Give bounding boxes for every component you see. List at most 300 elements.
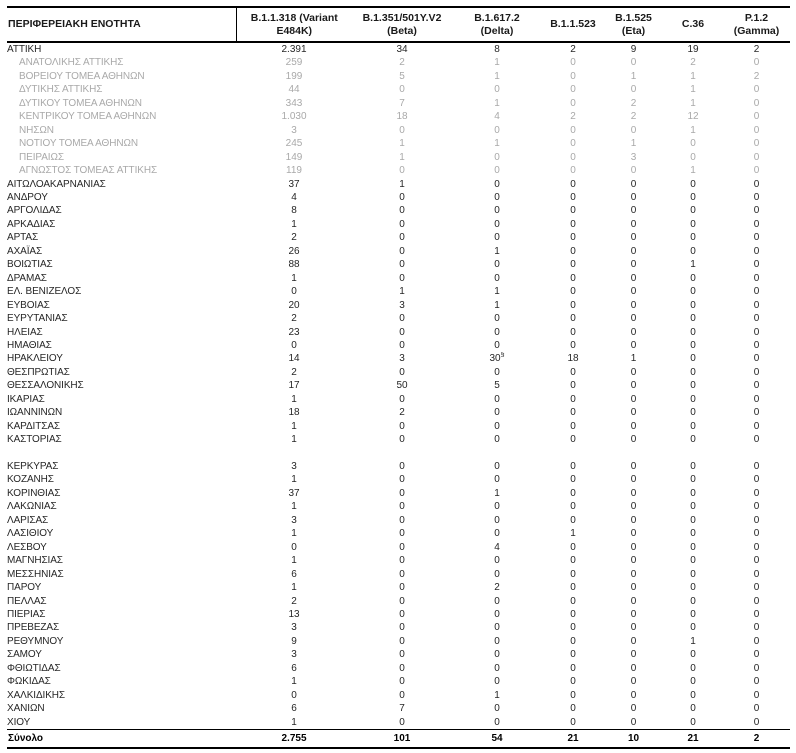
value-cell (352, 689, 452, 702)
value-text: 0 (753, 676, 760, 688)
value-text: 0 (494, 232, 500, 244)
value-cell (452, 568, 542, 581)
table-row (7, 42, 790, 56)
value-cell (236, 621, 352, 634)
value-text: 6 (291, 568, 297, 580)
value-text: 1 (291, 474, 297, 486)
value-cell (352, 151, 452, 164)
value-text: 0 (570, 178, 576, 190)
value-cell (352, 716, 452, 730)
region-label-cell: ΠΕΛΛΑΣ (7, 595, 47, 607)
value-cell (663, 299, 723, 312)
value-cell (236, 218, 352, 231)
value-text: 0 (690, 474, 696, 486)
value-cell (542, 595, 604, 608)
value-text: 0 (399, 541, 405, 553)
value-text: 17 (288, 380, 300, 392)
value-cell (542, 621, 604, 634)
value-cell (663, 406, 723, 419)
value-cell (542, 285, 604, 298)
value-text: 0 (753, 97, 760, 109)
value-cell (236, 554, 352, 567)
value-cell (663, 231, 723, 244)
value-cell (723, 83, 790, 96)
value-cell (452, 541, 542, 554)
table-row (7, 406, 790, 419)
value-cell (452, 218, 542, 231)
value-text: 0 (753, 165, 760, 177)
value-cell (663, 473, 723, 486)
value-cell (352, 541, 452, 554)
value-cell (604, 648, 663, 661)
value-cell (723, 352, 790, 365)
value-cell (236, 137, 352, 150)
value-cell (352, 460, 452, 473)
value-text: 0 (291, 339, 297, 351)
value-text: 0 (690, 245, 696, 257)
region-label-cell: ΕΥΡΥΤΑΝΙΑΣ (7, 313, 68, 325)
region-label-cell: ΛΑΣΙΘΙΟΥ (7, 528, 54, 540)
value-text: 0 (690, 689, 696, 701)
value-cell (723, 541, 790, 554)
value-text: 0 (753, 111, 760, 123)
value-cell (723, 164, 790, 177)
value-text: 0 (570, 191, 576, 203)
value-text: 0 (399, 84, 405, 96)
value-text: 0 (753, 501, 760, 513)
value-cell (452, 662, 542, 675)
value-text: 0 (630, 434, 637, 446)
value-cell (452, 285, 542, 298)
variant-header-line1: P.1.2 (744, 12, 769, 24)
region-label-cell: ΜΑΓΝΗΣΙΑΣ (7, 555, 63, 567)
value-cell (604, 662, 663, 675)
value-text: 1 (291, 555, 297, 567)
table-row (7, 352, 790, 365)
value-text: 1 (494, 689, 500, 701)
value-cell (663, 204, 723, 217)
region-label-cell: ΗΛΕΙΑΣ (7, 326, 43, 338)
value-cell (452, 621, 542, 634)
value-text: 0 (630, 165, 637, 177)
value-text: 0 (494, 151, 500, 163)
region-label-cell: ΠΡΕΒΕΖΑΣ (7, 622, 60, 634)
value-cell (663, 527, 723, 540)
region-label-cell: ΚΕΡΚΥΡΑΣ (7, 461, 59, 473)
table-row (7, 595, 790, 608)
table-row (7, 164, 790, 177)
value-cell (604, 689, 663, 702)
value-cell (604, 595, 663, 608)
value-cell (236, 635, 352, 648)
value-cell (352, 339, 452, 352)
value-text: 0 (570, 232, 576, 244)
value-text: 0 (690, 178, 696, 190)
value-text: 0 (570, 84, 576, 96)
variant-column-header (542, 7, 604, 42)
value-cell (723, 245, 790, 258)
value-text: 0 (399, 218, 405, 230)
value-cell (542, 218, 604, 231)
value-cell (542, 514, 604, 527)
value-text: 20 (288, 299, 300, 311)
table-row (7, 541, 790, 554)
value-cell (604, 326, 663, 339)
value-cell (352, 285, 452, 298)
value-text: 0 (399, 191, 405, 203)
value-cell (352, 595, 452, 608)
value-cell (236, 487, 352, 500)
value-cell (452, 164, 542, 177)
value-text: 0 (690, 622, 696, 634)
value-cell (542, 312, 604, 325)
value-cell (723, 299, 790, 312)
region-label-cell: ΒΟΙΩΤΙΑΣ (7, 259, 53, 271)
region-label-cell: ΚΑΣΤΟΡΙΑΣ (7, 434, 62, 446)
value-cell (663, 716, 723, 730)
value-cell (723, 420, 790, 433)
value-cell (352, 245, 452, 258)
value-cell (604, 258, 663, 271)
value-cell (723, 689, 790, 702)
value-cell (604, 272, 663, 285)
table-row-spacer (7, 447, 790, 460)
region-label-cell: ΧΙΟΥ (7, 716, 31, 728)
value-cell (352, 124, 452, 137)
value-text: 14 (288, 353, 300, 365)
region-label-cell: ΑΤΤΙΚΗ (7, 44, 42, 55)
value-cell (723, 151, 790, 164)
value-text: 0 (494, 191, 500, 203)
variant-column-header (452, 7, 542, 42)
value-cell (352, 406, 452, 419)
value-text: 0 (690, 434, 696, 446)
value-cell (604, 675, 663, 688)
value-cell (236, 164, 352, 177)
table-row (7, 258, 790, 271)
value-cell (236, 258, 352, 271)
region-label-cell: ΘΕΣΠΡΩΤΙΑΣ (7, 366, 70, 378)
region-label-cell: ΕΛ. ΒΕΝΙΖΕΛΟΣ (7, 286, 82, 298)
value-text: 0 (630, 420, 637, 432)
value-cell (236, 433, 352, 446)
value-cell (663, 42, 723, 56)
value-cell (663, 581, 723, 594)
value-cell (663, 312, 723, 325)
value-cell (663, 218, 723, 231)
value-text: 0 (494, 461, 500, 473)
value-text: 2 (570, 44, 576, 55)
value-cell (542, 379, 604, 392)
value-text: 50 (396, 380, 408, 392)
value-text: 259 (285, 57, 303, 69)
value-cell (542, 581, 604, 594)
region-label-cell: ΦΘΙΩΤΙΔΑΣ (7, 662, 61, 674)
value-text: 0 (570, 595, 576, 607)
value-text: 0 (630, 393, 637, 405)
value-text: 0 (690, 514, 696, 526)
value-cell (723, 191, 790, 204)
value-cell (452, 689, 542, 702)
total-value-cell: 2 (723, 730, 790, 749)
value-text: 3 (291, 124, 297, 136)
value-text: 0 (399, 245, 405, 257)
variant-header-line1: C.36 (681, 18, 705, 31)
region-label-cell: ΠΑΡΟΥ (7, 582, 42, 594)
value-text: 1 (570, 528, 576, 540)
value-text: 0 (399, 662, 405, 674)
value-cell (352, 42, 452, 56)
value-text: 0 (291, 541, 297, 553)
value-cell (604, 406, 663, 419)
value-text: 0 (630, 313, 637, 325)
value-cell (542, 608, 604, 621)
value-cell (452, 151, 542, 164)
value-text: 0 (690, 353, 696, 365)
value-text: 0 (494, 124, 500, 136)
value-cell (452, 514, 542, 527)
value-text: 0 (570, 555, 576, 567)
value-cell (604, 312, 663, 325)
region-label-cell: ΚΟΖΑΝΗΣ (7, 474, 54, 486)
value-cell (452, 447, 542, 460)
value-cell (452, 299, 542, 312)
value-cell (236, 500, 352, 513)
value-text: 0 (630, 662, 637, 674)
value-text: 7 (399, 97, 405, 109)
value-cell (452, 137, 542, 150)
value-text: 0 (753, 582, 760, 594)
region-label-cell: ΠΕΙΡΑΙΩΣ (19, 151, 64, 163)
value-text: 0 (690, 501, 696, 513)
value-cell (663, 137, 723, 150)
table-row (7, 56, 790, 69)
value-text: 13 (288, 609, 300, 621)
value-text: 0 (570, 57, 576, 69)
value-text: 26 (288, 245, 300, 257)
value-cell (663, 366, 723, 379)
value-text: 0 (494, 272, 500, 284)
region-label-cell: ΑΡΓΟΛΙΔΑΣ (7, 205, 62, 217)
value-cell (663, 110, 723, 123)
value-cell (452, 352, 542, 365)
value-text: 0 (630, 380, 637, 392)
value-text: 0 (753, 609, 760, 621)
value-cell (723, 702, 790, 715)
value-cell (452, 191, 542, 204)
value-cell (452, 204, 542, 217)
value-text: 0 (753, 151, 760, 163)
value-cell (236, 352, 352, 365)
value-text: 0 (753, 434, 760, 446)
value-text: 0 (399, 474, 405, 486)
value-cell (452, 56, 542, 69)
region-label-cell: ΝΟΤΙΟΥ ΤΟΜΕΑ ΑΘΗΝΩΝ (19, 138, 138, 150)
table-row (7, 635, 790, 648)
region-label-cell: ΘΕΣΣΑΛΟΝΙΚΗΣ (7, 380, 84, 392)
region-label-cell: ΚΑΡΔΙΤΣΑΣ (7, 420, 60, 432)
region-label-cell: ΔΥΤΙΚΗΣ ΑΤΤΙΚΗΣ (19, 84, 103, 96)
value-text: 0 (399, 393, 405, 405)
value-text: 0 (570, 514, 576, 526)
value-text: 0 (494, 528, 500, 540)
value-cell (604, 487, 663, 500)
value-text: 5 (399, 70, 405, 82)
value-text: 1 (291, 582, 297, 594)
variant-header-line1: B.1.617.2 (474, 12, 520, 24)
value-cell (604, 379, 663, 392)
table-row (7, 393, 790, 406)
value-text: 0 (630, 649, 637, 661)
value-text: 0 (690, 339, 696, 351)
value-cell (236, 178, 352, 191)
value-cell (723, 178, 790, 191)
value-text: 0 (690, 366, 696, 378)
value-text: 0 (630, 514, 637, 526)
value-text: 0 (399, 461, 405, 473)
value-text: 0 (690, 582, 696, 594)
value-text: 0 (399, 582, 405, 594)
value-text: 0 (630, 528, 637, 540)
value-cell (542, 352, 604, 365)
value-cell (663, 447, 723, 460)
value-text: 0 (630, 568, 637, 580)
value-cell (236, 285, 352, 298)
variant-header-line1: B.1.1.318 (Variant (250, 12, 338, 24)
value-cell (352, 70, 452, 83)
value-text: 0 (399, 165, 405, 177)
value-cell (236, 326, 352, 339)
value-cell (723, 406, 790, 419)
variant-header-line2: (Eta) (621, 24, 646, 37)
value-text: 0 (753, 662, 760, 674)
table-row (7, 178, 790, 191)
value-cell (604, 460, 663, 473)
value-text: 0 (570, 138, 576, 150)
value-text: 0 (753, 380, 760, 392)
value-text: 0 (570, 676, 576, 688)
value-cell (236, 447, 352, 460)
value-cell (352, 137, 452, 150)
value-cell (663, 702, 723, 715)
value-text: 0 (753, 339, 760, 351)
table-row (7, 433, 790, 446)
value-cell (542, 258, 604, 271)
value-text: 0 (753, 528, 760, 540)
value-text: 0 (630, 689, 637, 701)
value-cell (604, 83, 663, 96)
value-cell (663, 514, 723, 527)
value-text: 0 (630, 676, 637, 688)
value-cell (236, 299, 352, 312)
table-row (7, 245, 790, 258)
value-text: 0 (570, 703, 576, 715)
table-row (7, 124, 790, 137)
value-cell (723, 514, 790, 527)
region-label-cell: ΧΑΛΚΙΔΙΚΗΣ (7, 689, 65, 701)
value-text: 0 (570, 501, 576, 513)
value-text: 0 (494, 716, 500, 728)
value-text: 0 (570, 218, 576, 230)
region-column-header: ΠΕΡΙΦΕΡΕΙΑΚΗ ΕΝΟΤΗΤΑ (7, 7, 236, 42)
value-cell (663, 124, 723, 137)
value-text: 0 (399, 487, 405, 499)
value-cell (542, 178, 604, 191)
value-cell (236, 245, 352, 258)
value-text: 0 (630, 407, 637, 419)
value-text: 2 (291, 366, 297, 378)
value-text: 2 (690, 57, 696, 69)
region-label-cell: ΒΟΡΕΙΟΥ ΤΟΜΕΑ ΑΘΗΝΩΝ (19, 70, 145, 82)
value-text: 149 (285, 151, 303, 163)
value-text: 0 (399, 716, 405, 728)
value-text: 0 (690, 272, 696, 284)
value-text: 0 (630, 595, 637, 607)
value-text: 0 (690, 232, 696, 244)
value-cell (236, 568, 352, 581)
value-cell (542, 204, 604, 217)
value-text: 3 (291, 514, 297, 526)
value-cell (542, 420, 604, 433)
value-cell (604, 218, 663, 231)
value-text: 0 (399, 326, 405, 338)
value-text: 0 (494, 501, 500, 513)
value-text: 0 (494, 434, 500, 446)
value-cell (663, 339, 723, 352)
value-cell (723, 595, 790, 608)
value-cell (604, 608, 663, 621)
value-cell (452, 258, 542, 271)
value-text: 0 (570, 582, 576, 594)
value-text: 0 (399, 259, 405, 271)
value-text: 0 (753, 178, 760, 190)
value-cell (352, 514, 452, 527)
value-cell (542, 42, 604, 56)
value-cell (542, 56, 604, 69)
value-text: 0 (570, 689, 576, 701)
value-text: 0 (630, 191, 637, 203)
value-text: 3 (399, 299, 405, 311)
value-cell (604, 473, 663, 486)
value-cell (236, 83, 352, 96)
value-cell (452, 635, 542, 648)
value-text: 0 (399, 514, 405, 526)
value-text: 5 (494, 380, 500, 392)
value-cell (542, 527, 604, 540)
value-cell (352, 702, 452, 715)
value-cell (352, 568, 452, 581)
value-cell (542, 231, 604, 244)
value-text: 0 (690, 191, 696, 203)
value-text: 0 (753, 420, 760, 432)
table-row (7, 97, 790, 110)
value-text: 0 (690, 662, 696, 674)
value-cell (723, 554, 790, 567)
value-text: 1 (494, 286, 500, 298)
table-row (7, 151, 790, 164)
table-row (7, 527, 790, 540)
value-text: 0 (630, 232, 637, 244)
total-value-cell: 10 (604, 730, 663, 749)
value-cell (236, 272, 352, 285)
value-cell (542, 137, 604, 150)
variant-header-line2: (Gamma) (733, 24, 780, 37)
value-cell (236, 70, 352, 83)
value-text: 0 (570, 420, 576, 432)
value-cell (236, 527, 352, 540)
value-text: 1 (291, 218, 297, 230)
value-cell (723, 218, 790, 231)
